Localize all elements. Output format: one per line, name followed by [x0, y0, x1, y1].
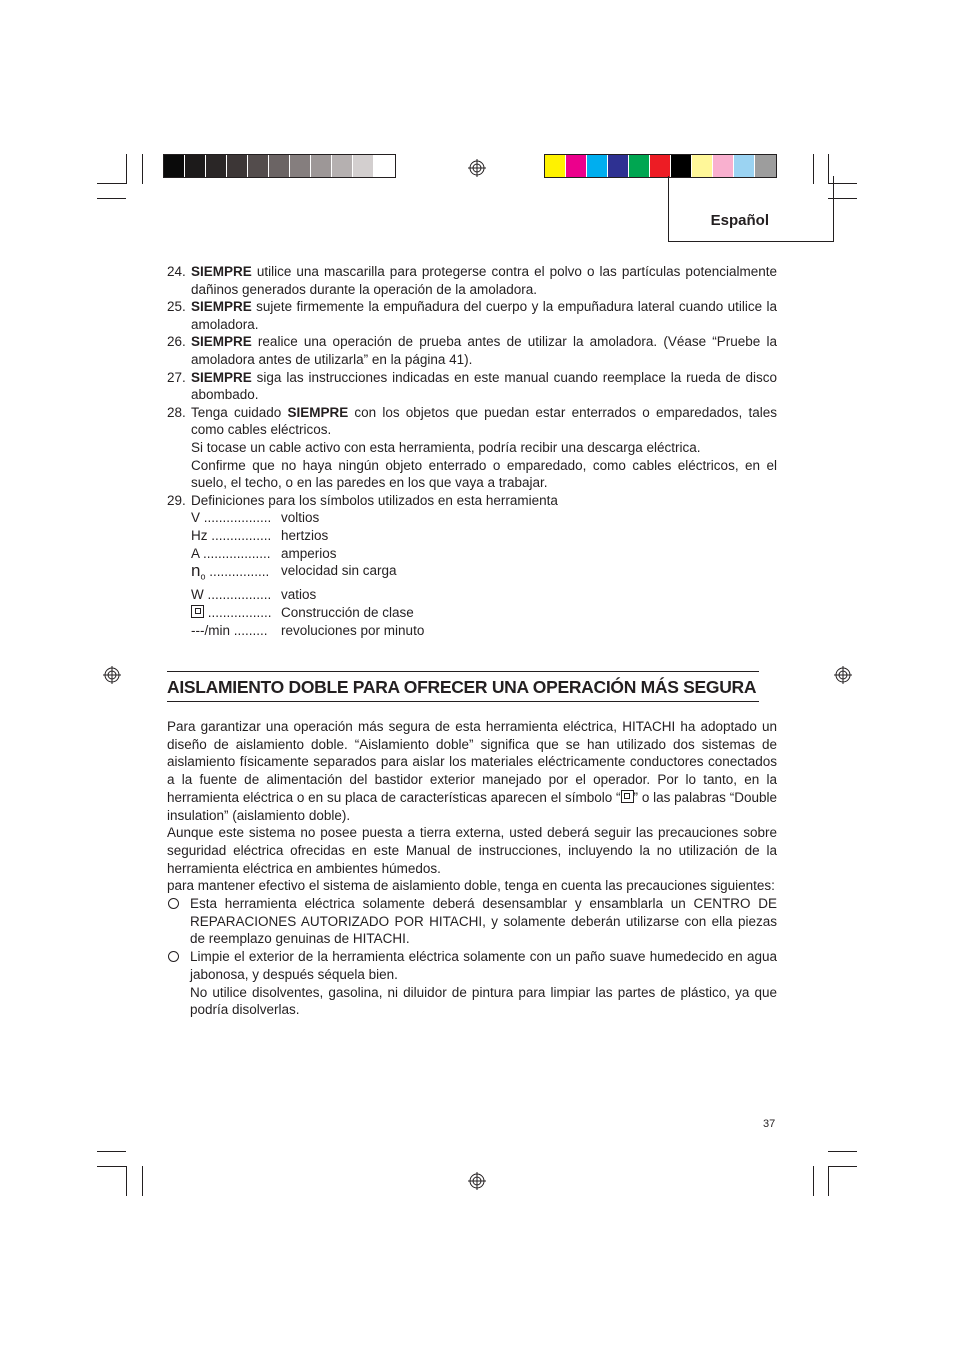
symbol-row: [191, 562, 777, 586]
emphasis: SIEMPRE: [191, 369, 252, 385]
section-body: [167, 718, 777, 1019]
symbol-row: [191, 586, 777, 604]
symbol-value: hertzios: [281, 527, 329, 543]
crop-mark: [97, 198, 126, 199]
item-number: 28.: [167, 404, 186, 420]
list-item: [167, 948, 777, 983]
symbol-dots: ................: [205, 564, 270, 580]
crop-mark: [126, 154, 127, 184]
safety-list: [167, 263, 777, 639]
color-swatch: [629, 155, 650, 177]
color-swatch: [545, 155, 566, 177]
registration-mark-icon: [468, 1172, 486, 1190]
paragraph: [167, 718, 777, 824]
circle-bullet-icon: [167, 895, 190, 948]
emphasis: SIEMPRE: [287, 404, 349, 420]
list-item: [167, 404, 777, 439]
color-swatch: [755, 155, 776, 177]
color-swatch: [290, 155, 311, 177]
symbol-row: [191, 622, 777, 640]
item-number: 29.: [167, 492, 186, 508]
crop-mark: [97, 1151, 126, 1152]
crop-mark: [97, 1166, 126, 1167]
color-swatch: [671, 155, 692, 177]
symbol-value: vatios: [281, 587, 317, 603]
registration-mark-icon: [468, 159, 486, 177]
crop-mark: [142, 1166, 143, 1196]
symbol-key: ---/min .........: [191, 622, 268, 638]
item-number: 27.: [167, 369, 186, 385]
symbol-row: [191, 509, 777, 527]
registration-mark-icon: [103, 666, 121, 684]
item-text: [191, 369, 777, 404]
symbol-key: A ..................: [191, 545, 271, 561]
symbol-key: V ..................: [191, 510, 272, 526]
crop-mark: [828, 1151, 857, 1152]
item-number: 26.: [167, 334, 186, 350]
symbol-value: revoluciones por minuto: [281, 622, 425, 638]
crop-mark: [142, 154, 143, 184]
item-body: realice una operación de prueba antes de utilizar la amoladora. (Véase “Pruebe la amoladora antes de utilizarla” en la página 41).: [191, 334, 777, 367]
color-swatch: [734, 155, 755, 177]
color-swatch: [566, 155, 587, 177]
color-swatch: [206, 155, 227, 177]
symbol-value: amperios: [281, 545, 337, 561]
crop-mark: [828, 1166, 829, 1196]
item-lead: Tenga cuidado: [191, 404, 288, 420]
emphasis: SIEMPRE: [191, 334, 252, 350]
item-number: 25.: [167, 299, 186, 315]
color-swatch: [269, 155, 290, 177]
item-text: [191, 333, 777, 368]
symbol-key: [191, 562, 281, 586]
bullet-note: No utilice disolventes, gasolina, ni diluidor de pintura para limpiar las partes de plástico, ya que podría disolverlas.: [190, 984, 777, 1018]
color-swatch: [692, 155, 713, 177]
item-body: siga las instrucciones indicadas en este manual cuando reemplace la rueda de disco abombado.: [191, 369, 777, 403]
color-swatch: [248, 155, 269, 177]
paragraph-text: Para garantizar una operación más segura de esta herramienta eléctrica, HITACHI ha adoptado un diseño de aislamiento doble. “Aislamiento doble” significa que se han utilizado dos sistemas de aislamiento físicamente separados para aislar los materiales eléctricamente conductores conectados a la fuente de alimentación del bastidor exterior manejado por el operador. Por lo tanto, en la herramienta eléctrica o en su placa de características aparecen el símbolo “: [167, 719, 777, 805]
paragraph-text: ” o las palabras “Double insulation” (aislamiento doble).: [167, 789, 777, 823]
item-note: Confirme que no haya ningún objeto enterrado o emparedado, como cables eléctricos, en el suelo, el techo, o en las paredes en los que vaya a trabajar.: [191, 457, 777, 491]
process-color-bar: [544, 154, 777, 178]
bullet-text: Limpie el exterior de la herramienta eléctrica solamente con un paño suave humedecido en agua jabonosa, y después séquela bien.: [190, 949, 777, 982]
color-swatch: [311, 155, 332, 177]
item-text: [191, 263, 777, 298]
language-label: Español: [710, 212, 769, 229]
color-swatch: [227, 155, 248, 177]
no-load-speed-symbol: n: [191, 561, 201, 581]
color-swatch: [608, 155, 629, 177]
emphasis: SIEMPRE: [191, 264, 252, 279]
item-body: utilice una mascarilla para protegerse contra el polvo o las partículas potencialmente dañinos generados durante la operación de la amoladora.: [191, 264, 777, 297]
color-swatch: [587, 155, 608, 177]
symbol-value: Construcción de clase: [281, 604, 414, 620]
color-swatch: [650, 155, 671, 177]
item-text: [191, 404, 777, 439]
list-item: [167, 298, 777, 333]
symbol-dots: .................: [204, 604, 272, 620]
symbol-key: W .................: [191, 587, 272, 603]
symbol-value: voltios: [281, 510, 320, 526]
registration-mark-icon: [834, 666, 852, 684]
paragraph: Aunque este sistema no posee puesta a tierra externa, usted deberá seguir las precauciones sobre seguridad eléctrica ofrecidas en este Manual de instrucciones, incluyendo la no utilización de la herramienta eléctrica en ambientes húmedos.: [167, 825, 777, 876]
symbol-row: [191, 527, 777, 545]
item-text: [191, 298, 777, 333]
language-tab: [668, 176, 834, 242]
color-swatch: [185, 155, 206, 177]
list-item: [167, 333, 777, 368]
symbol-value: velocidad sin carga: [281, 563, 397, 579]
list-item: [167, 895, 777, 948]
color-swatch: [332, 155, 353, 177]
page-number: 37: [763, 1118, 776, 1130]
color-swatch: [164, 155, 185, 177]
crop-mark: [97, 183, 126, 184]
symbol-key: Hz ................: [191, 527, 272, 543]
crop-mark: [126, 1166, 127, 1196]
emphasis: SIEMPRE: [191, 299, 252, 315]
color-swatch: [374, 155, 395, 177]
color-swatch: [353, 155, 374, 177]
double-insulation-icon: [621, 790, 634, 803]
symbol-row: [191, 545, 777, 563]
list-item: [167, 492, 777, 510]
crop-mark: [813, 1166, 814, 1196]
item-note: Si tocase un cable activo con esta herramienta, podría recibir una descarga eléctrica.: [191, 439, 701, 455]
paragraph: para mantener efectivo el sistema de aislamiento doble, tenga en cuenta las precauciones siguientes:: [167, 878, 775, 894]
item-text: Definiciones para los símbolos utilizados en esta herramienta: [191, 492, 558, 508]
gray-color-bar: [163, 154, 396, 178]
circle-bullet-icon: [167, 948, 190, 983]
bullet-text: Esta herramienta eléctrica solamente deberá desensamblar y ensamblarla un CENTRO DE REPARACIONES AUTORIZADO POR HITACHI, y solamente deberán utilizarse con ella piezas de reemplazo genuinas de HITACHI.: [190, 896, 777, 947]
item-body: con los objetos que puedan estar enterrados o emparedados, tales como cables eléctricos.: [191, 404, 777, 438]
list-item: [167, 369, 777, 404]
no-load-speed-subscript: o: [200, 571, 206, 582]
double-insulation-icon: [191, 605, 204, 618]
symbol-key: [191, 604, 281, 622]
crop-mark: [828, 1166, 857, 1167]
item-number: 24.: [167, 264, 186, 279]
symbol-row: [191, 604, 777, 622]
color-swatch: [713, 155, 734, 177]
section-title: AISLAMIENTO DOBLE PARA OFRECER UNA OPERACIÓN MÁS SEGURA: [167, 671, 759, 702]
item-body: sujete firmemente la empuñadura del cuerpo y la empuñadura lateral cuando utilice la amoladora.: [191, 299, 777, 332]
list-item: [167, 263, 777, 298]
